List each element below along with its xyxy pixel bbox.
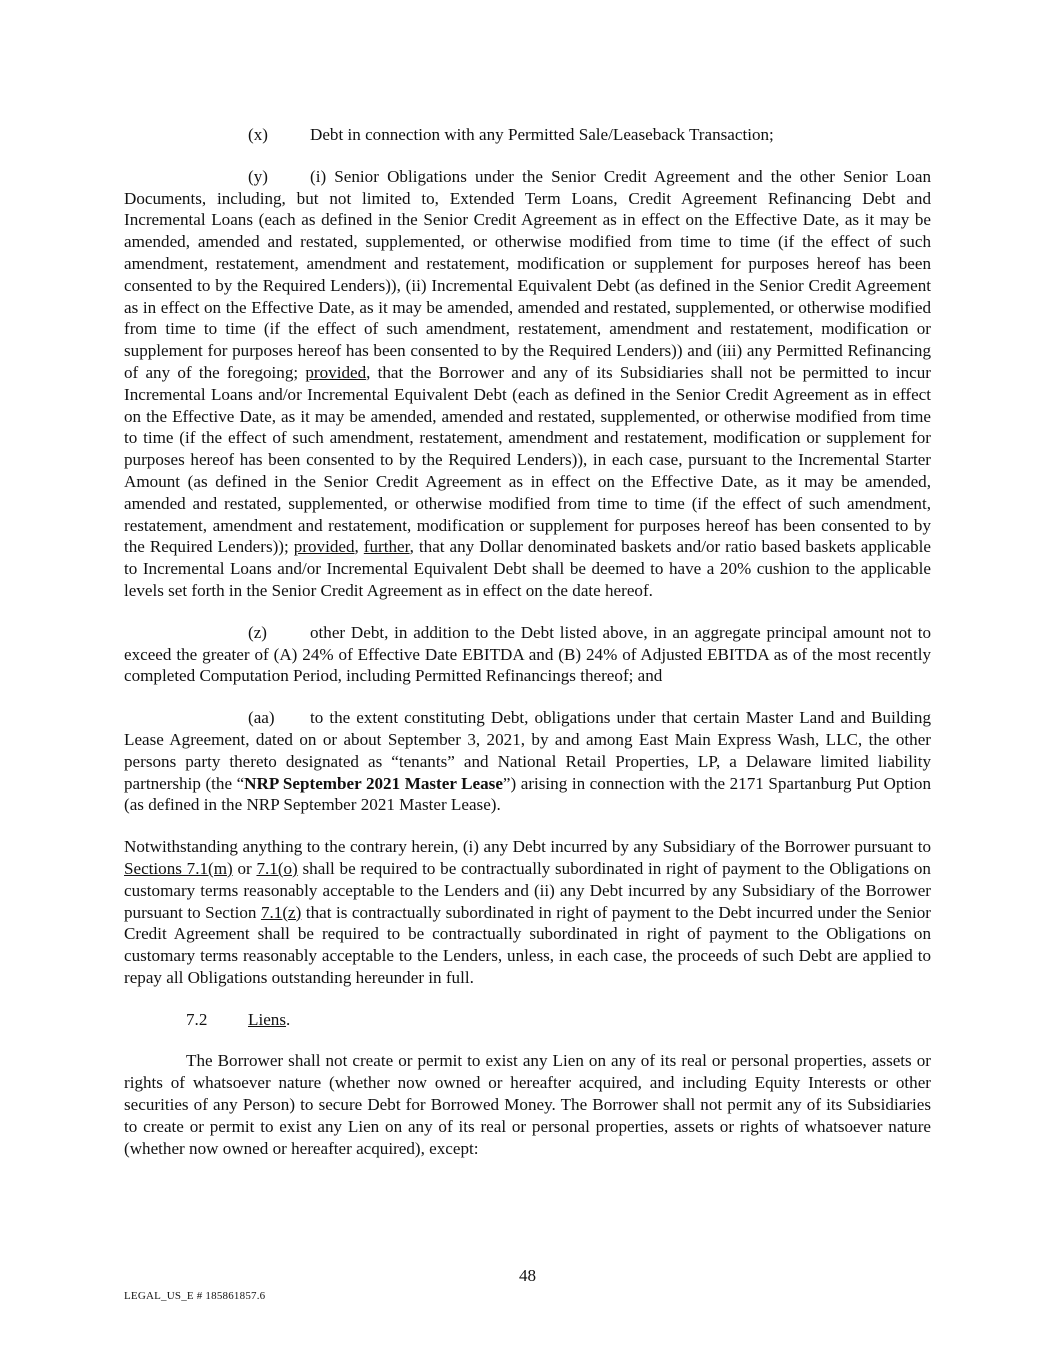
notwithstanding-text-1: Notwithstanding anything to the contrary herein, (i) any Debt incurred by any Subsidiary of the Borrower pursuant to <box>124 837 931 857</box>
item-z-label: (z) <box>248 622 267 642</box>
item-z-text: other Debt, in addition to the Debt listed above, in an aggregate principal amount not to exceed the greater of (A) 24% of Effective Date EBITDA and (B) 24% of Adjusted EBITDA as of the most recently completed Computation Period, including Permitted Refinancings thereof; and <box>124 622 931 686</box>
item-y-provided-1: provided <box>305 362 367 382</box>
item-aa-text-2: ”) arising in connection with the 2171 Spartanburg Put Option (as defined in the NRP September 2021 Master Lease). <box>124 773 931 815</box>
section-number: 7.2 <box>186 1009 208 1029</box>
document-page <box>124 124 931 1179</box>
item-aa-defined-term: NRP September 2021 Master Lease <box>244 773 503 793</box>
item-y-further: further <box>363 537 410 557</box>
item-y-text-2: , that the Borrower and any of its Subsidiaries shall not be permitted to incur Incremental Loans and/or Incremental Equivalent Debt (each as defined in the Senior Credit Agreement as in effect on the Effective Date, as it may be amended, amended and restated, supplemented, or otherwise modified from time to time (if the effect of such amendment, restatement, amendment and restatement, modification or supplement for purposes hereof has been consented to by the Required Lenders)), in each case, pursuant to the Incremental Starter Amount (as defined in the Senior Credit Agreement as in effect on the Effective Date, as it may be amended, amended and restated, supplemented, or otherwise modified from time to time (if the effect of such amendment, restatement, amendment and restatement, modification or supplement for purposes hereof has been consented to by the Required Lenders)); <box>124 362 931 557</box>
notwithstanding-text-3: shall be required to be contractually subordinated in right of payment to the Obligations on customary terms reasonably acceptable to the Lenders and (ii) any Debt incurred by any Subsidiary of the Borrower pursuant to Section <box>124 858 931 922</box>
item-y-paragraph <box>124 166 931 602</box>
section-ref-7-1-z: 7.1(z) <box>260 902 302 922</box>
item-y-provided-2: provided <box>293 537 355 557</box>
notwithstanding-text-4: that is contractually subordinated in right of payment to the Debt incurred under the Senior Credit Agreement shall be required to be contractually subordinated in right of payment to the Obligations on customary terms reasonably acceptable to the Lenders, unless, in each case, the proceeds of such Debt are applied to repay all Obligations outstanding hereunder in full. <box>124 902 931 987</box>
section-title-period: . <box>285 1009 291 1029</box>
section-ref-7-1-o: 7.1(o) <box>256 858 298 878</box>
item-y-text-1: (i) Senior Obligations under the Senior Credit Agreement and the other Senior Loan Documents, including, but not limited to, Extended Term Loans, Credit Agreement Refinancing Debt and Incremental Loans (each as defined in the Senior Credit Agreement as in effect on the Effective Date, as it may be amended, amended and restated, supplemented, or otherwise modified from time to time (if the effect of such amendment, restatement, amendment and restatement, modification or supplement for purposes hereof has been consented to by the Required Lenders)), (ii) Incremental Equivalent Debt (as defined in the Senior Credit Agreement as in effect on the Effective Date, as it may be amended, amended and restated, supplemented, or otherwise modified from time to time (if the effect of such amendment, restatement, amendment and restatement, modification or supplement for purposes hereof has been consented to by the Required Lenders)) and (iii) any Permitted Refinancing of any of the foregoing; <box>124 166 931 382</box>
item-y-text-3: , that any Dollar denominated baskets and/or ratio based baskets applicable to Incremental Loans and/or Incremental Equivalent Debt shall be deemed to have a 20% cushion to the applicable levels set forth in the Senior Credit Agreement as in effect on the date hereof. <box>124 537 931 600</box>
section-ref-7-1-m: Sections 7.1(m) <box>124 858 233 878</box>
item-y-label: (y) <box>248 166 268 186</box>
notwithstanding-text-2: or <box>232 858 257 878</box>
item-z-paragraph <box>124 622 931 687</box>
item-aa-label: (aa) <box>248 708 275 728</box>
section-heading-7-2 <box>124 1009 931 1031</box>
document-id-footer: LEGAL_US_E # 185861857.6 <box>124 1290 266 1302</box>
item-x-text: Debt in connection with any Permitted Sale/Leaseback Transaction; <box>310 125 774 144</box>
item-aa-paragraph <box>124 707 931 816</box>
item-aa-text-1: to the extent constituting Debt, obligations under that certain Master Land and Building Lease Agreement, dated on or about September 3, 2021, by and among East Main Express Wash, LLC, the other persons party thereto designated as “tenants” and National Retail Properties, LP, a Delaware limited liability partnership (the “ <box>124 708 931 793</box>
item-y-sep: , <box>354 537 364 557</box>
section-7-2-body: The Borrower shall not create or permit to exist any Lien on any of its real or personal properties, assets or rights of whatsoever nature (whether now owned or hereafter acquired, and including Equity Interests or other securities of any Person) to secure Debt for Borrowed Money. The Borrower shall not permit any of its Subsidiaries to create or permit to exist any Lien on any of its real or personal properties, assets or rights of whatsoever nature (whether now owned or hereafter acquired), except: <box>124 1051 931 1158</box>
item-x-paragraph <box>124 124 931 146</box>
item-x-label: (x) <box>248 125 268 144</box>
page-number: 48 <box>518 1266 537 1285</box>
section-title: Liens <box>248 1009 286 1029</box>
notwithstanding-paragraph <box>124 836 931 989</box>
